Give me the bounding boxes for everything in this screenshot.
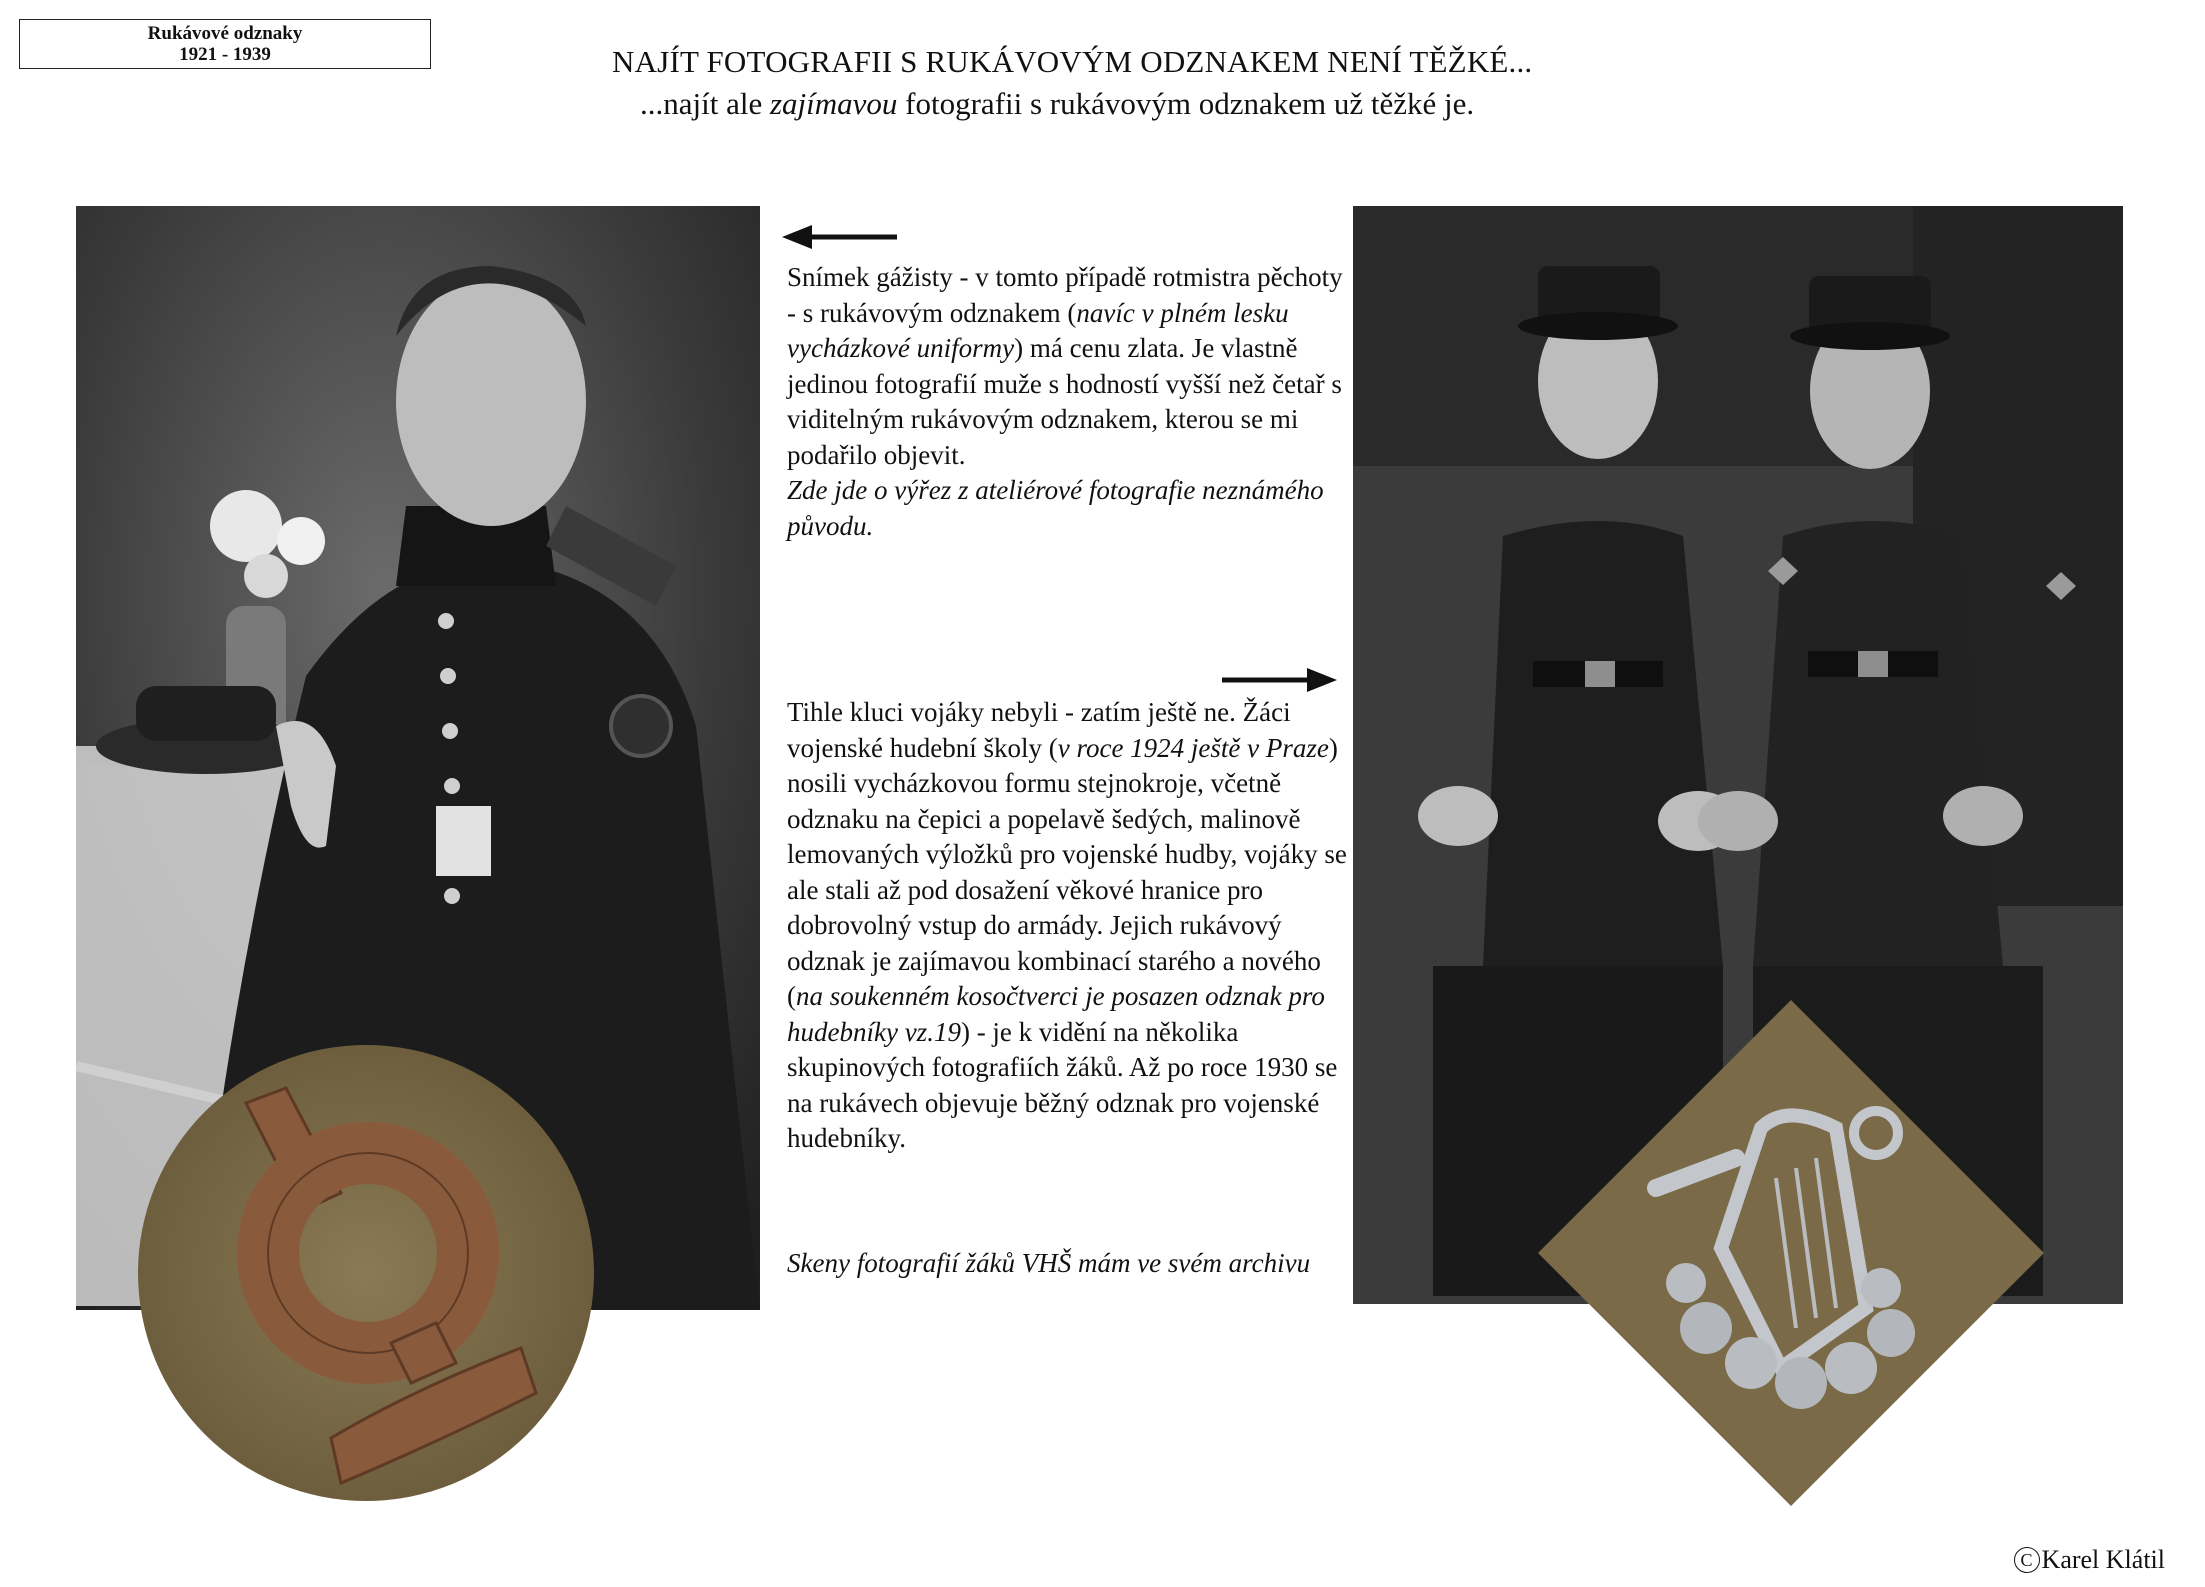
subheadline-suffix: fotografii s rukávovým odznakem už těžké je. [897,86,1475,121]
portrait-text-part2: ) má cenu zlata. Je vlastně jedinou fotografií muže s hodností vyšší než četař s viditelným rukávovým odznakem, kterou se mi podařilo objevit. [787,333,1342,470]
title-box-years: 1921 - 1939 [179,44,271,65]
subheadline-prefix: ...najít ale [640,86,770,121]
portrait-note-text: Zde jde o výřez z ateliérové fotografie neznámého původu. [787,475,1324,541]
copyright-icon: C [2014,1547,2040,1573]
portrait-description [787,260,1347,544]
cadets-text-emphasis1: v roce 1924 ještě v Praze [1057,732,1329,763]
cadets-text-emphasis2: na soukenném kosočtverci je posazen odznak pro hudebníky vz.19 [787,981,1325,1047]
circular-sleeve-badge-image [136,1043,596,1503]
archive-note-text: Skeny fotografií žáků VHŠ mám ve svém archivu [787,1248,1311,1278]
cadets-description-text [787,695,1347,1157]
portrait-text-emphasis: navíc v plném lesku vycházkové uniformy [787,297,1289,363]
cadets-text-part1: Tihle kluci vojáky nebyli - zatím ještě ne. Žáci vojenské hudební školy ( [787,697,1291,763]
cadets-text-part3: ) - je k vidění na několika skupinových fotografiích žáků. Až po roce 1930 se na rukávech objevuje běžný odznak pro vojenské hudebníky. [787,1016,1338,1153]
title-box [19,19,431,69]
page-subheadline [640,86,1474,122]
archive-note-paragraph [787,1246,1347,1282]
diamond-musician-badge-image [1536,998,2046,1508]
arrow-right-icon [1222,665,1337,695]
arrow-left-icon [782,222,902,252]
portrait-description-text [787,260,1347,473]
cadets-description [787,695,1347,1157]
portrait-text-part1: Snímek gážisty - v tomto případě rotmistra pěchoty - s rukávovým odznakem ( [787,262,1343,328]
portrait-note [787,473,1347,544]
subheadline-emphasis: zajímavou [769,86,898,121]
cadets-text-part2: ) nosili vycházkovou formu stejnokroje, včetně odznaku na čepici a popelavě šedých, malinově lemovaných výložků pro vojenské hudby, vojáky se ale stali až pod dosažení věkové hranice pro dobrovolný vstup do armády. Jejich rukávový odznak je zajímavou kombinací starého a nového ( [787,732,1347,1011]
archive-note [787,1246,1347,1282]
copyright-notice [2014,1545,2165,1575]
title-box-heading: Rukávové odznaky [147,23,303,44]
author-name: Karel Klátil [2041,1545,2165,1574]
page-headline: NAJÍT FOTOGRAFII S RUKÁVOVÝM ODZNAKEM NENÍ TĚŽKÉ... [612,44,1533,79]
